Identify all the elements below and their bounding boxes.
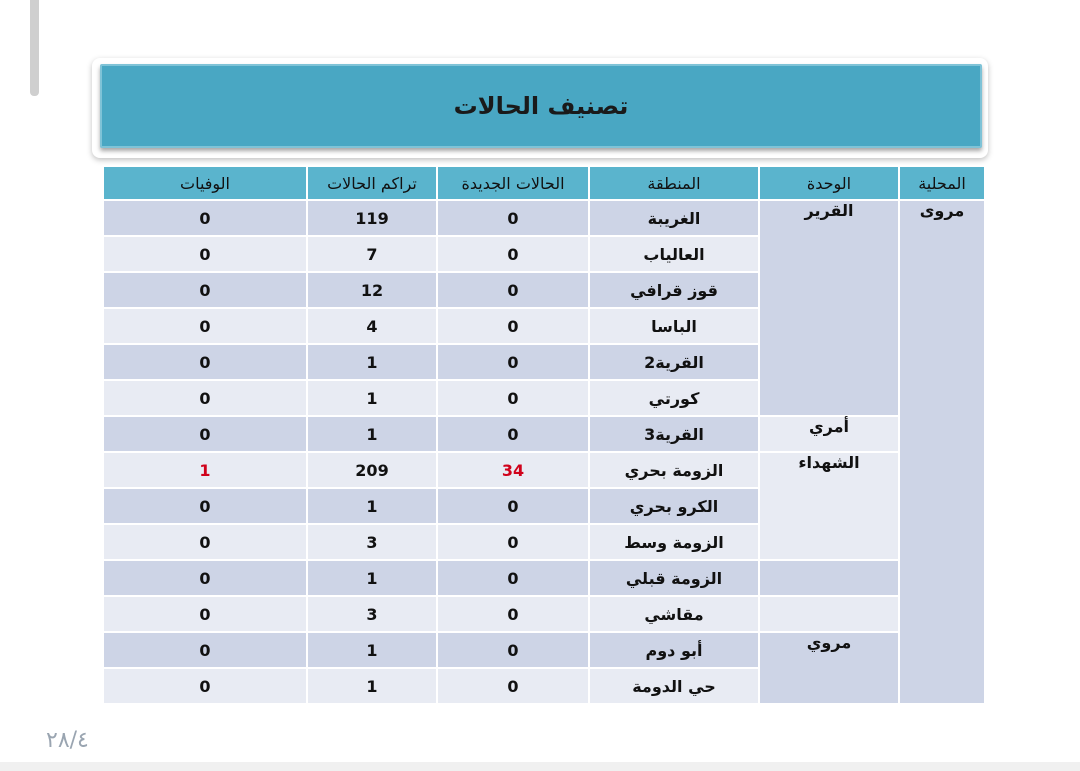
deaths-cell: 0 xyxy=(103,524,307,560)
header-deaths: الوفيات xyxy=(103,166,307,200)
unit-cell: أمري xyxy=(759,416,899,452)
bottom-divider xyxy=(0,762,1080,771)
cumulative-cell: 1 xyxy=(307,632,437,668)
new-cases-cell: 0 xyxy=(437,560,589,596)
area-cell: القرية2 xyxy=(589,344,759,380)
table-row xyxy=(103,452,985,488)
deaths-cell: 0 xyxy=(103,632,307,668)
scrollbar[interactable] xyxy=(30,0,39,96)
header-new-cases: الحالات الجديدة xyxy=(437,166,589,200)
new-cases-cell: 0 xyxy=(437,272,589,308)
cumulative-cell: 119 xyxy=(307,200,437,236)
new-cases-cell: 0 xyxy=(437,668,589,704)
cumulative-cell: 209 xyxy=(307,452,437,488)
table-row xyxy=(103,200,985,236)
area-cell: الباسا xyxy=(589,308,759,344)
new-cases-cell: 0 xyxy=(437,596,589,632)
deaths-cell: 0 xyxy=(103,488,307,524)
new-cases-cell: 0 xyxy=(437,200,589,236)
deaths-cell: 0 xyxy=(103,668,307,704)
header-locality: المحلية xyxy=(899,166,985,200)
header-area: المنطقة xyxy=(589,166,759,200)
unit-cell-empty xyxy=(759,560,899,596)
unit-cell: القرير xyxy=(759,200,899,416)
title-banner xyxy=(100,64,982,148)
cumulative-cell: 1 xyxy=(307,380,437,416)
cumulative-cell: 1 xyxy=(307,344,437,380)
deaths-cell: 0 xyxy=(103,200,307,236)
new-cases-cell: 0 xyxy=(437,344,589,380)
deaths-cell: 0 xyxy=(103,380,307,416)
table-row xyxy=(103,416,985,452)
cumulative-cell: 4 xyxy=(307,308,437,344)
new-cases-cell: 0 xyxy=(437,380,589,416)
cumulative-cell: 1 xyxy=(307,668,437,704)
new-cases-cell: 34 xyxy=(437,452,589,488)
area-cell: الزومة بحري xyxy=(589,452,759,488)
area-cell: حي الدومة xyxy=(589,668,759,704)
table-row xyxy=(103,596,985,632)
area-cell: قوز قرافي xyxy=(589,272,759,308)
header-unit: الوحدة xyxy=(759,166,899,200)
deaths-cell: 0 xyxy=(103,272,307,308)
new-cases-cell: 0 xyxy=(437,488,589,524)
area-cell: الزومة قبلي xyxy=(589,560,759,596)
page-title: تصنيف الحالات xyxy=(453,92,629,120)
deaths-cell: 0 xyxy=(103,236,307,272)
area-cell: الكرو بحري xyxy=(589,488,759,524)
cumulative-cell: 3 xyxy=(307,596,437,632)
unit-cell: مروي xyxy=(759,632,899,704)
deaths-cell: 1 xyxy=(103,452,307,488)
unit-cell-empty xyxy=(759,596,899,632)
area-cell: العالياب xyxy=(589,236,759,272)
cumulative-cell: 1 xyxy=(307,560,437,596)
cases-table xyxy=(102,165,986,705)
deaths-cell: 0 xyxy=(103,344,307,380)
new-cases-cell: 0 xyxy=(437,416,589,452)
area-cell: مقاشي xyxy=(589,596,759,632)
deaths-cell: 0 xyxy=(103,596,307,632)
new-cases-cell: 0 xyxy=(437,524,589,560)
deaths-cell: 0 xyxy=(103,560,307,596)
area-cell: الزومة وسط xyxy=(589,524,759,560)
deaths-cell: 0 xyxy=(103,416,307,452)
table-row xyxy=(103,632,985,668)
cumulative-cell: 1 xyxy=(307,488,437,524)
area-cell: كورتي xyxy=(589,380,759,416)
new-cases-cell: 0 xyxy=(437,632,589,668)
table-header-row xyxy=(103,166,985,200)
cumulative-cell: 3 xyxy=(307,524,437,560)
area-cell: الغريبة xyxy=(589,200,759,236)
header-cumulative: تراكم الحالات xyxy=(307,166,437,200)
new-cases-cell: 0 xyxy=(437,236,589,272)
new-cases-cell: 0 xyxy=(437,308,589,344)
unit-cell: الشهداء xyxy=(759,452,899,560)
area-cell: أبو دوم xyxy=(589,632,759,668)
locality-cell: مروى xyxy=(899,200,985,704)
cumulative-cell: 12 xyxy=(307,272,437,308)
cumulative-cell: 7 xyxy=(307,236,437,272)
area-cell: القرية3 xyxy=(589,416,759,452)
deaths-cell: 0 xyxy=(103,308,307,344)
table-row xyxy=(103,560,985,596)
page-number: ٢٨/٤ xyxy=(46,728,89,753)
cumulative-cell: 1 xyxy=(307,416,437,452)
